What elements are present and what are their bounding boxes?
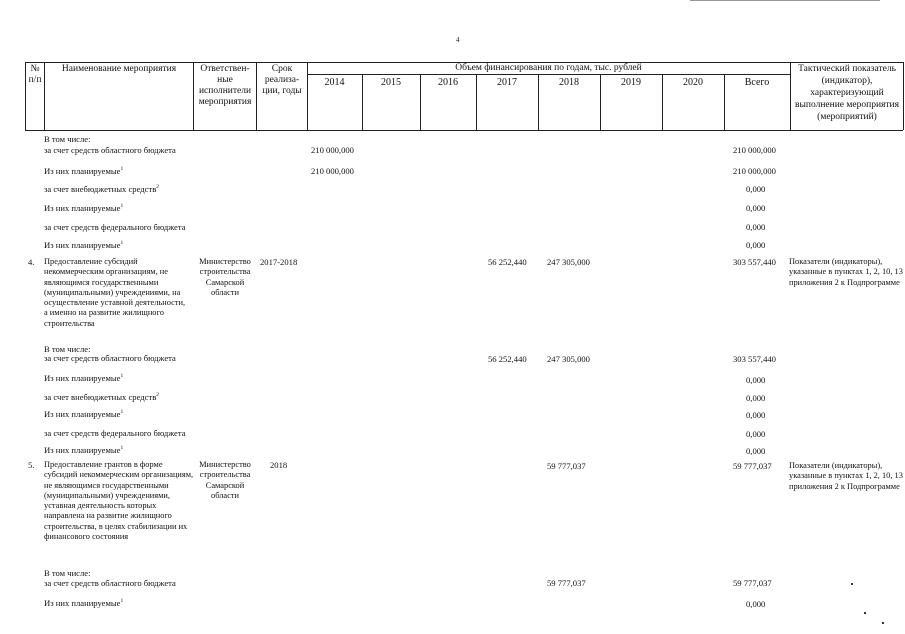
header-executor-3: исполнители [198, 86, 252, 96]
cell-value: 56 252,440 [488, 354, 527, 364]
year-2018: 2018 [559, 77, 579, 88]
row-label: за счет внебюджетных средств$^2$ [44, 184, 160, 194]
cell-value: 0,000 [746, 429, 766, 439]
cell-value: 0,000 [746, 240, 766, 250]
cell-value: 0,000 [746, 184, 766, 194]
year-total: Всего [744, 77, 770, 88]
cell-value: 247 305,000 [547, 354, 590, 364]
cell-value: 0,000 [746, 222, 766, 232]
header-number-sub: п/п [28, 75, 42, 85]
cell-value: 0,000 [746, 393, 766, 403]
year-2017: 2017 [497, 77, 517, 88]
cell-value: 210 000,000 [733, 166, 776, 176]
cell-value: 0,000 [746, 203, 766, 213]
scan-speck [851, 583, 853, 585]
header-indicator-5: (мероприятий) [817, 112, 877, 122]
grid-line [903, 62, 904, 130]
cell-value: 59 777,037 [547, 461, 586, 471]
cell-value: 59 777,037 [547, 578, 586, 588]
item-description: Предоставление грантов в форме субсидий некоммерческим организациям, не являющимся государственными (муниципальными) учреждениями, уставная деятельность которых направлена на развитие жилищного строительства, в целях стабилизации их финансового состояния [44, 460, 194, 542]
cell-value: 0,000 [746, 446, 766, 456]
item-indicator: Показатели (индикаторы), указанные в пунктах 1, 2, 10, 13 приложения 2 к Подпрограмме [789, 461, 903, 491]
item-description: Предоставление субсидий некоммерческим организациям, не являющимся государственными (муниципальными) учреждениями, на осуществление уставной деятельности, а именно на развитие жилищного строительства [44, 257, 186, 328]
header-financing: Объем финансирования по годам, тыс. рублей [455, 63, 642, 73]
year-2016: 2016 [438, 77, 458, 88]
header-indicator-1: Тактический показатель [798, 64, 896, 74]
row-label: Из них планируемые$^1$ [44, 445, 124, 455]
year-2015: 2015 [381, 77, 401, 88]
cell-value: 0,000 [746, 599, 766, 609]
row-label: Из них планируемые$^1$ [44, 409, 124, 419]
item-number: 5. [28, 460, 35, 470]
row-label: Из них планируемые$^1$ [44, 166, 124, 176]
header-executor-4: мероприятия [198, 97, 252, 107]
row-label: за счет средств федерального бюджета [44, 222, 186, 232]
item-term: 2017-2018 [260, 257, 298, 267]
header-indicator-4: выполнение мероприятия [795, 100, 899, 110]
cell-value: 56 252,440 [488, 257, 527, 267]
year-2020: 2020 [683, 77, 703, 88]
page-number: 4 [456, 36, 460, 44]
header-event-name: Наименование мероприятия [61, 64, 177, 74]
header-bottom-rule [25, 130, 903, 131]
row-label: В том числе: [44, 568, 91, 578]
row-label: Из них планируемые$^1$ [44, 240, 124, 250]
cell-value: 303 557,440 [733, 257, 776, 267]
year-2019: 2019 [621, 77, 641, 88]
row-label: Из них планируемые$^1$ [44, 203, 124, 213]
cell-value: 210 000,000 [733, 145, 776, 155]
header-term-3: ции, годы [262, 86, 302, 96]
cell-value: 247 305,000 [547, 257, 590, 267]
row-label: за счет средств областного бюджета [44, 353, 176, 363]
row-label: за счет средств областного бюджета [44, 145, 176, 155]
item-term: 2018 [270, 460, 288, 470]
cell-value: 210 000,000 [311, 166, 354, 176]
row-label: за счет средств федерального бюджета [44, 428, 186, 438]
cell-value: 303 557,440 [733, 354, 776, 364]
row-label: Из них планируемые$^1$ [44, 598, 124, 608]
cell-value: 0,000 [746, 410, 766, 420]
row-label: за счет средств областного бюджета [44, 578, 176, 588]
item-indicator: Показатели (индикаторы), указанные в пунктах 1, 2, 10, 13 приложения 2 к Подпрограмме [789, 257, 903, 287]
scan-speck [864, 612, 866, 614]
row-label: В том числе: [44, 134, 91, 144]
row-label: В том числе: [44, 344, 91, 354]
header-indicator-2: (индикатор), [821, 76, 873, 86]
cell-value: 59 777,037 [733, 578, 772, 588]
header-executor-2: ные [217, 75, 233, 85]
cell-value: 59 777,037 [733, 461, 772, 471]
item-executor: Министерство строительства Самарской области [199, 460, 251, 500]
scan-speck [882, 622, 884, 624]
row-label: за счет внебюджетных средств$^2$ [44, 392, 160, 402]
item-executor: Министерство строительства Самарской области [199, 257, 251, 297]
header-term-2: реализа- [264, 75, 300, 85]
year-2014: 2014 [324, 77, 345, 88]
scan-edge-line [690, 0, 880, 1]
cell-value: 210 000,000 [311, 145, 354, 155]
item-number: 4. [28, 257, 35, 267]
header-executor-1: Ответствен- [200, 64, 250, 74]
header-number: № [30, 64, 40, 74]
header-term-1: Срок [271, 64, 293, 74]
row-label: Из них планируемые$^1$ [44, 373, 124, 383]
cell-value: 0,000 [746, 375, 766, 385]
header-indicator-3: характеризующий [810, 88, 884, 98]
